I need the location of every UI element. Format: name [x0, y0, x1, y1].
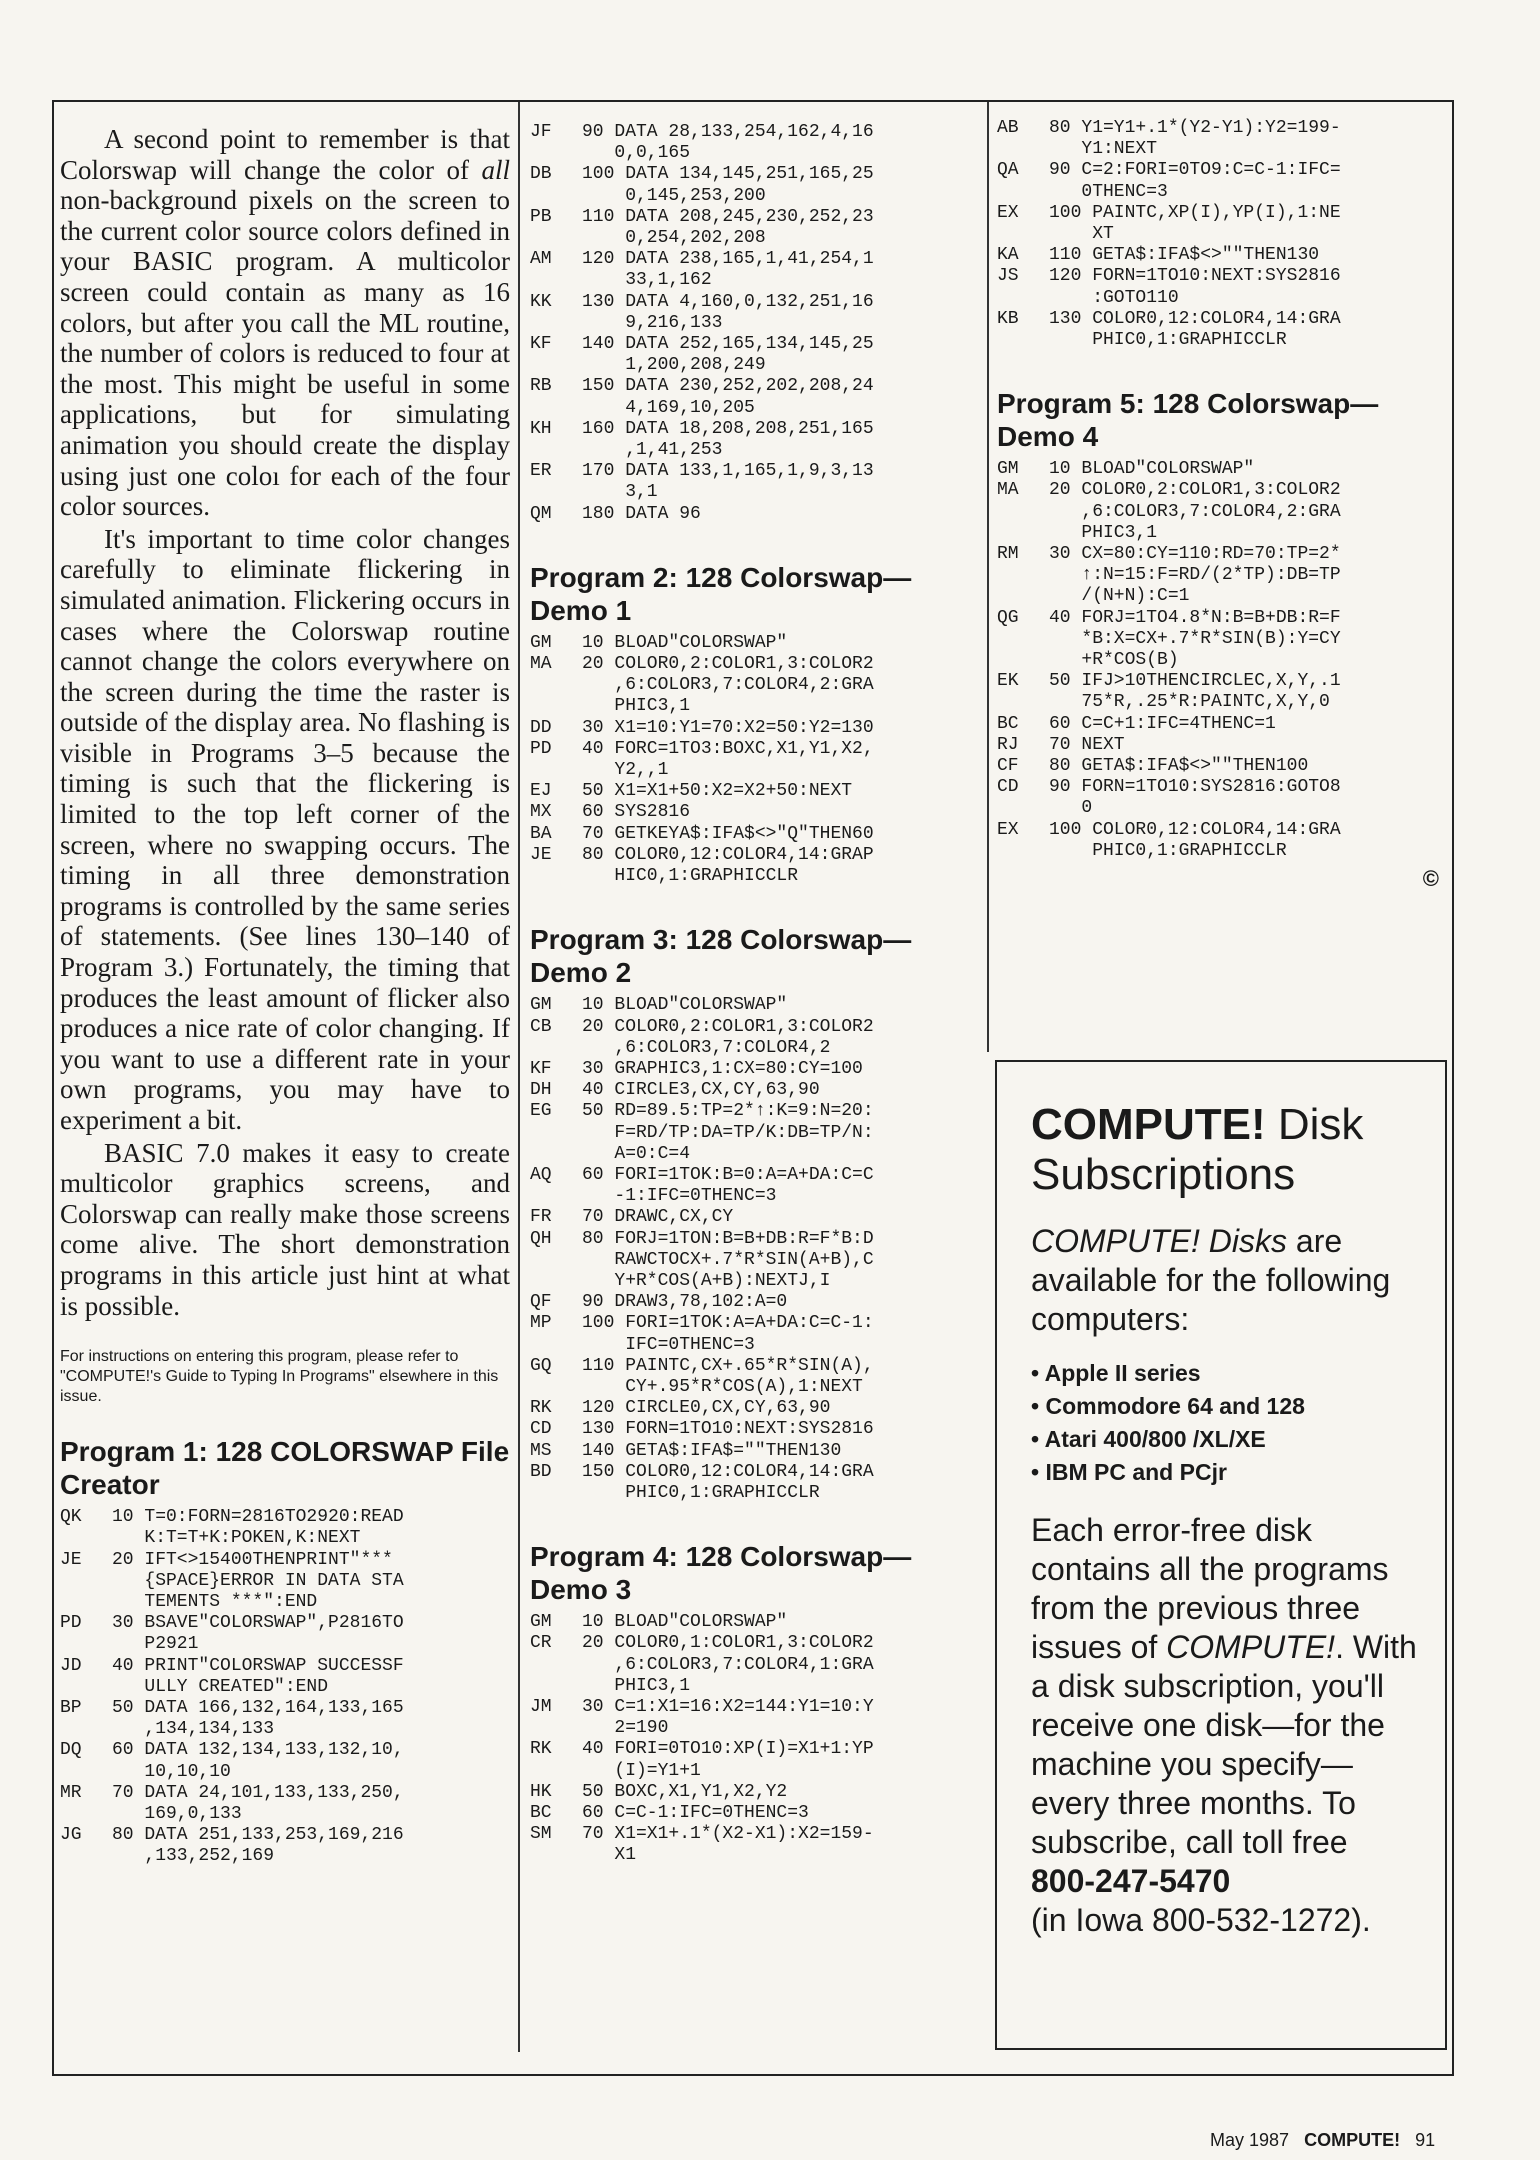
program-5-listing	[997, 459, 1449, 862]
code-line	[997, 203, 1449, 245]
code-text: 10 T=0:FORN=2816TO2920:READ K:T=T+K:POKEN,K:NEXT	[112, 1507, 404, 1549]
code-text: 50 IFJ>10THENCIRCLEC,X,Y,.1 75*R,.25*R:PAINTC,X,Y,0	[1049, 671, 1341, 713]
checksum: GQ	[530, 1355, 552, 1376]
checksum: KA	[997, 245, 1019, 266]
checksum: QK	[60, 1507, 82, 1528]
code-text: 140 GETA$:IFA$=""THEN130	[582, 1440, 842, 1461]
code-text: 110 PAINTC,CX+.65*R*SIN(A), CY+.95*R*COS(A),1:NEXT	[582, 1355, 874, 1397]
code-text: 90 DRAW3,78,102:A=0	[582, 1292, 788, 1313]
program-2-title: Program 2: 128 Colorswap— Demo 1	[530, 561, 912, 626]
checksum: RJ	[997, 734, 1019, 755]
code-text: 30 CX=80:CY=110:RD=70:TP=2* ↑:N=15:F=RD/(2*TP):DB=TP /(N+N):C=1	[1049, 544, 1341, 607]
code-text: 180 DATA 96	[582, 503, 701, 524]
checksum: EG	[530, 1101, 552, 1122]
code-text: 150 DATA 230,252,202,208,24 4,169,10,205	[582, 376, 874, 418]
code-text: 90 FORN=1TO10:SYS2816:GOTO8 0	[1049, 777, 1341, 819]
code-line	[60, 1698, 510, 1740]
checksum: MA	[530, 654, 552, 675]
code-line	[60, 1825, 510, 1867]
code-line	[60, 1656, 510, 1698]
code-line	[530, 376, 972, 418]
code-line	[530, 1462, 972, 1504]
checksum: KF	[530, 334, 552, 355]
checksum: KF	[530, 1058, 552, 1079]
magazine-name: COMPUTE!	[1304, 2130, 1401, 2150]
code-line	[997, 714, 1449, 735]
code-text: 20 COLOR0,2:COLOR1,3:COLOR2 ,6:COLOR3,7:COLOR4,2:GRA PHIC3,1	[1049, 480, 1341, 543]
code-text: 80 COLOR0,12:COLOR4,14:GRAP HIC0,1:GRAPHICCLR	[582, 844, 874, 887]
program-1-listing-continued	[530, 122, 972, 525]
column-3	[997, 102, 1449, 892]
checksum: QH	[530, 1228, 552, 1249]
code-line	[997, 820, 1449, 862]
copyright-mark: ©	[1422, 866, 1439, 892]
column-divider	[987, 102, 989, 1052]
issue-date: May 1987	[1210, 2130, 1290, 2150]
checksum: JS	[997, 266, 1019, 287]
code-text: 20 COLOR0,2:COLOR1,3:COLOR2 ,6:COLOR3,7:COLOR4,2:GRA PHIC3,1	[582, 654, 874, 717]
code-text: 170 DATA 133,1,165,1,9,3,13 3,1	[582, 461, 874, 503]
article-body	[60, 124, 510, 1321]
code-text: 60 FORI=1TOK:B=0:A=A+DA:C=C -1:IFC=0THENC=3	[582, 1164, 874, 1207]
list-item: • Atari 400/800 /XL/XE	[1031, 1423, 1423, 1456]
list-item: • Commodore 64 and 128	[1031, 1390, 1423, 1423]
program-4-listing-continued	[997, 118, 1449, 351]
checksum: JE	[60, 1549, 82, 1570]
checksum: BA	[530, 823, 552, 844]
program-2-listing	[530, 633, 972, 887]
checksum: KK	[530, 291, 552, 312]
phone-number: 800-247-5470	[1031, 1863, 1231, 1899]
code-text: 10 BLOAD"COLORSWAP"	[582, 1612, 788, 1633]
code-line	[530, 1633, 972, 1697]
code-text: 50 BOXC,X1,Y1,X2,Y2	[582, 1781, 788, 1802]
checksum: KB	[997, 308, 1019, 329]
code-text: 10 BLOAD"COLORSWAP"	[582, 632, 788, 653]
code-text: 20 COLOR0,2:COLOR1,3:COLOR2 ,6:COLOR3,7:COLOR4,2	[582, 1016, 874, 1058]
checksum: JE	[530, 844, 552, 865]
code-text: 80 FORJ=1TON:B=B+DB:R=F*B:D RAWCTOCX+.7*R*SIN(A+B),C Y+R*COS(A+B):NEXTJ,I	[582, 1228, 874, 1291]
code-text: 10 BLOAD"COLORSWAP"	[582, 995, 788, 1016]
checksum: GM	[530, 632, 552, 653]
code-line	[60, 1507, 510, 1549]
code-text: 130 COLOR0,12:COLOR4,14:GRA PHIC0,1:GRAPHICCLR	[1049, 308, 1341, 351]
code-text: 60 DATA 132,134,133,132,10, 10,10,10	[112, 1740, 404, 1782]
checksum: PD	[530, 738, 552, 759]
code-line	[530, 1165, 972, 1207]
checksum: MP	[530, 1313, 552, 1334]
program-1-title: Program 1: 128 COLORSWAP File Creator	[60, 1436, 510, 1501]
checksum: RK	[530, 1398, 552, 1419]
checksum: DH	[530, 1080, 552, 1101]
checksum: AB	[997, 118, 1019, 138]
code-line	[530, 1398, 972, 1419]
checksum: QG	[997, 607, 1019, 628]
checksum: QF	[530, 1292, 552, 1313]
code-text: 60 SYS2816	[582, 802, 691, 823]
code-text: 40 FORJ=1TO4.8*N:B=B+DB:R=F *B:X=CX+.7*R*SIN(B):Y=CY +R*COS(B)	[1049, 607, 1341, 671]
checksum: JG	[60, 1825, 82, 1846]
code-line	[997, 160, 1449, 202]
code-line	[530, 1313, 972, 1355]
code-text: 70 NEXT	[1049, 734, 1125, 755]
code-line	[60, 1740, 510, 1782]
code-text: 140 DATA 252,165,134,145,25 1,200,208,249	[582, 334, 874, 376]
code-line	[530, 1824, 972, 1866]
code-line	[530, 207, 972, 249]
checksum: HK	[530, 1781, 552, 1802]
code-text: 50 RD=89.5:TP=2*↑:K=9:N=20: F=RD/TP:DA=TP/K:DB=TP/N: A=0:C=4	[582, 1101, 874, 1164]
code-text: 100 PAINTC,XP(I),YP(I),1:NE XT	[1049, 202, 1341, 245]
code-line	[530, 1292, 972, 1313]
code-line	[530, 1612, 972, 1633]
checksum: RK	[530, 1739, 552, 1760]
code-line	[530, 1803, 972, 1824]
code-line	[60, 1783, 510, 1825]
code-text: 70 DRAWC,CX,CY	[582, 1207, 734, 1228]
list-item: • IBM PC and PCjr	[1031, 1456, 1423, 1489]
code-text: 130 DATA 4,160,0,132,251,16 9,216,133	[582, 291, 874, 333]
paragraph-3: BASIC 7.0 makes it easy to create multicolor graphics screens, and Colorswap can really make those screens come alive. The short demonstration programs in this article just hint at what is possible.	[60, 1137, 510, 1321]
typing-instructions: For instructions on entering this program, please refer to "COMPUTE!'s Guide to Typing In Programs" elsewhere in this issue.	[60, 1348, 499, 1406]
code-text: 60 C=C-1:IFC=0THENC=3	[582, 1803, 809, 1823]
checksum: BD	[530, 1461, 552, 1482]
program-5-title: Program 5: 128 Colorswap— Demo 4	[997, 388, 1379, 453]
code-text: 120 FORN=1TO10:NEXT:SYS2816 :GOTO110	[1049, 266, 1341, 308]
code-text: 80 DATA 251,133,253,169,216 ,133,252,169	[112, 1825, 404, 1867]
code-text: 30 X1=10:Y1=70:X2=50:Y2=130	[582, 717, 874, 738]
checksum: PD	[60, 1613, 82, 1634]
code-line	[530, 1017, 972, 1059]
checksum: CD	[530, 1419, 552, 1440]
page-footer	[1200, 2130, 1500, 2151]
code-line	[997, 266, 1449, 308]
checksum: DD	[530, 717, 552, 738]
code-text: 120 DATA 238,165,1,41,254,1 33,1,162	[582, 249, 874, 291]
checksum: CR	[530, 1633, 552, 1654]
code-line	[530, 122, 972, 164]
checksum: BP	[60, 1697, 82, 1718]
checksum: RB	[530, 376, 552, 397]
code-line	[997, 671, 1449, 713]
code-text: 100 DATA 134,145,251,165,25 0,145,253,200	[582, 164, 874, 206]
code-text: 60 C=C+1:IFC=4THENC=1	[1049, 713, 1276, 734]
code-text: 70 GETKEYA$:IFA$<>"Q"THEN60	[582, 823, 874, 844]
code-line	[530, 995, 972, 1016]
code-line	[530, 1356, 972, 1398]
code-text: 70 DATA 24,101,133,133,250, 169,0,133	[112, 1782, 404, 1824]
checksum: CB	[530, 1016, 552, 1037]
code-line	[530, 334, 972, 376]
checksum: FR	[530, 1207, 552, 1228]
code-text: 130 FORN=1TO10:NEXT:SYS2816	[582, 1419, 874, 1440]
code-line	[60, 1613, 510, 1655]
checksum: PB	[530, 206, 552, 227]
checksum: QA	[997, 160, 1019, 181]
ad-title: COMPUTE! Disk Subscriptions	[1031, 1100, 1364, 1199]
checksum: RM	[997, 544, 1019, 565]
checksum: AQ	[530, 1164, 552, 1185]
code-line	[530, 654, 972, 718]
page-number: 91	[1415, 2130, 1436, 2150]
code-text: 40 FORI=0TO10:XP(I)=X1+1:YP (I)=Y1+1	[582, 1739, 874, 1781]
ad-intro: COMPUTE! Disks are available for the following computers:	[1031, 1223, 1391, 1337]
checksum: SM	[530, 1824, 552, 1845]
checksum: EJ	[530, 781, 552, 802]
code-line	[997, 459, 1449, 480]
checksum: JM	[530, 1696, 552, 1717]
checksum: CF	[997, 756, 1019, 777]
code-line	[530, 1059, 972, 1080]
code-line	[530, 292, 972, 334]
code-line	[530, 1080, 972, 1101]
code-text: 90 DATA 28,133,254,162,4,16 0,0,165	[582, 122, 874, 164]
checksum: EX	[997, 202, 1019, 223]
code-text: 10 BLOAD"COLORSWAP"	[1049, 459, 1255, 480]
code-line	[60, 1550, 510, 1614]
code-line	[530, 504, 972, 525]
code-line	[530, 249, 972, 291]
iowa-number: (in Iowa 800-532-1272).	[1031, 1902, 1371, 1938]
program-3-listing	[530, 995, 972, 1504]
code-text: 110 GETA$:IFA$<>""THEN130	[1049, 245, 1320, 266]
code-line	[530, 1441, 972, 1462]
code-line	[530, 718, 972, 739]
code-line	[997, 118, 1449, 160]
code-line	[530, 739, 972, 781]
code-text: 90 C=2:FORI=0TO9:C=C-1:IFC= 0THENC=3	[1049, 160, 1341, 202]
checksum: DQ	[60, 1740, 82, 1761]
program-1-listing	[60, 1507, 510, 1867]
code-text: 20 IFT<>15400THENPRINT"*** {SPACE}ERROR IN DATA STA TEMENTS ***":END	[112, 1549, 404, 1612]
checksum: MA	[997, 480, 1019, 501]
checksum: MR	[60, 1782, 82, 1803]
code-text: 100 COLOR0,12:COLOR4,14:GRA PHIC0,1:GRAPHICCLR	[1049, 819, 1341, 861]
column-divider	[518, 102, 520, 2052]
checksum: BC	[530, 1803, 552, 1823]
code-line	[530, 419, 972, 461]
code-line	[997, 777, 1449, 819]
checksum: CD	[997, 777, 1019, 798]
checksum: JD	[60, 1655, 82, 1676]
checksum: MX	[530, 802, 552, 823]
code-line	[530, 633, 972, 654]
code-line	[997, 480, 1449, 544]
code-line	[530, 824, 972, 845]
code-text: 30 BSAVE"COLORSWAP",P2816TO P2921	[112, 1613, 404, 1655]
code-line	[530, 781, 972, 802]
code-text: 150 COLOR0,12:COLOR4,14:GRA PHIC0,1:GRAPHICCLR	[582, 1461, 874, 1503]
checksum: GM	[530, 995, 552, 1016]
code-line	[530, 164, 972, 206]
checksum: BC	[997, 713, 1019, 734]
code-text: 80 GETA$:IFA$<>""THEN100	[1049, 756, 1309, 777]
code-line	[530, 1101, 972, 1165]
code-line	[530, 845, 972, 887]
code-line	[997, 245, 1449, 266]
checksum: MS	[530, 1440, 552, 1461]
checksum: EK	[997, 671, 1019, 692]
code-text: 40 PRINT"COLORSWAP SUCCESSF ULLY CREATED":END	[112, 1655, 404, 1697]
code-line	[530, 461, 972, 503]
program-4-title: Program 4: 128 Colorswap— Demo 3	[530, 1541, 912, 1606]
code-text: 70 X1=X1+.1*(X2-X1):X2=159- X1	[582, 1824, 874, 1866]
paragraph-2: It's important to time color changes carefully to eliminate flickering in simulated animation. Flickering occurs in cases where the Colorswap routine cannot change the colors everywhere on the screen during the time the raster is outside of the display area. No flashing is visible in Programs 3–5 because the timing is such that the flickering is limited to the top left corner of the screen, where no swapping occurs. The timing in all three demonstration programs is controlled by the same series of statements. (See lines 130–140 of Program 3.) Fortunately, the timing that produces the least amount of flicker also produces a nice rate of color changing. If you want to use a different rate in your own programs, you may have to experiment a bit.	[60, 523, 510, 1135]
column-2	[530, 102, 972, 1867]
checksum: ER	[530, 461, 552, 482]
code-line	[997, 735, 1449, 756]
code-line	[530, 1419, 972, 1440]
code-text: 50 DATA 166,132,164,133,165 ,134,134,133	[112, 1697, 404, 1740]
code-text: 30 GRAPHIC3,1:CX=80:CY=100	[582, 1058, 863, 1079]
code-text: 100 FORI=1TOK:A=A+DA:C=C-1: IFC=0THENC=3	[582, 1313, 874, 1355]
code-text: 20 COLOR0,1:COLOR1,3:COLOR2 ,6:COLOR3,7:COLOR4,1:GRA PHIC3,1	[582, 1633, 874, 1696]
code-line	[530, 1207, 972, 1228]
program-3-title: Program 3: 128 Colorswap— Demo 2	[530, 924, 912, 989]
list-item: • Apple II series	[1031, 1357, 1423, 1390]
checksum: DB	[530, 164, 552, 185]
program-4-listing	[530, 1612, 972, 1866]
checksum: GM	[530, 1612, 552, 1633]
code-text: 80 Y1=Y1+.1*(Y2-Y1):Y2=199- Y1:NEXT	[1049, 118, 1341, 160]
code-text: 160 DATA 18,208,208,251,165 ,1,41,253	[582, 418, 874, 461]
code-line	[530, 1782, 972, 1803]
checksum: AM	[530, 249, 552, 270]
code-line	[530, 1229, 972, 1293]
code-line	[530, 1739, 972, 1781]
code-text: 40 FORC=1TO3:BOXC,X1,Y1,X2, Y2,,1	[582, 738, 874, 781]
code-line	[997, 608, 1449, 672]
checksum: JF	[530, 122, 552, 142]
code-text: 40 CIRCLE3,CX,CY,63,90	[582, 1080, 820, 1101]
checksum: QM	[530, 503, 552, 524]
code-line	[530, 802, 972, 823]
ad-body: Each error-free disk contains all the programs from the previous three issues of COMPUTE!. With a disk subscription, you'll receive one disk—for the machine you specify—every three months. To subscribe, call toll free	[1031, 1512, 1417, 1860]
code-line	[997, 756, 1449, 777]
code-text: 30 C=1:X1=16:X2=144:Y1=10:Y 2=190	[582, 1696, 874, 1739]
checksum: KH	[530, 418, 552, 439]
code-text: 50 X1=X1+50:X2=X2+50:NEXT	[582, 781, 853, 802]
code-line	[530, 1697, 972, 1739]
code-text: 120 CIRCLE0,CX,CY,63,90	[582, 1398, 831, 1419]
computer-list	[1031, 1357, 1423, 1489]
column-1	[60, 102, 510, 1868]
disk-subscription-ad	[995, 1060, 1447, 2050]
checksum: GM	[997, 459, 1019, 480]
checksum: EX	[997, 819, 1019, 840]
code-text: 110 DATA 208,245,230,252,23 0,254,202,208	[582, 206, 874, 249]
paragraph-1: A second point to remember is that Colorswap will change the color of all non-background pixels on the screen to the current color source colors defined in your BASIC program. A multicolor screen could contain as many as 16 colors, but after you call the ML routine, the number of colors is reduced to four at the most. This might be useful in some applications, but for simulating animation you should create the display using just one coloı for each of the four color sources.	[60, 124, 510, 522]
code-line	[997, 309, 1449, 351]
code-line	[997, 544, 1449, 608]
